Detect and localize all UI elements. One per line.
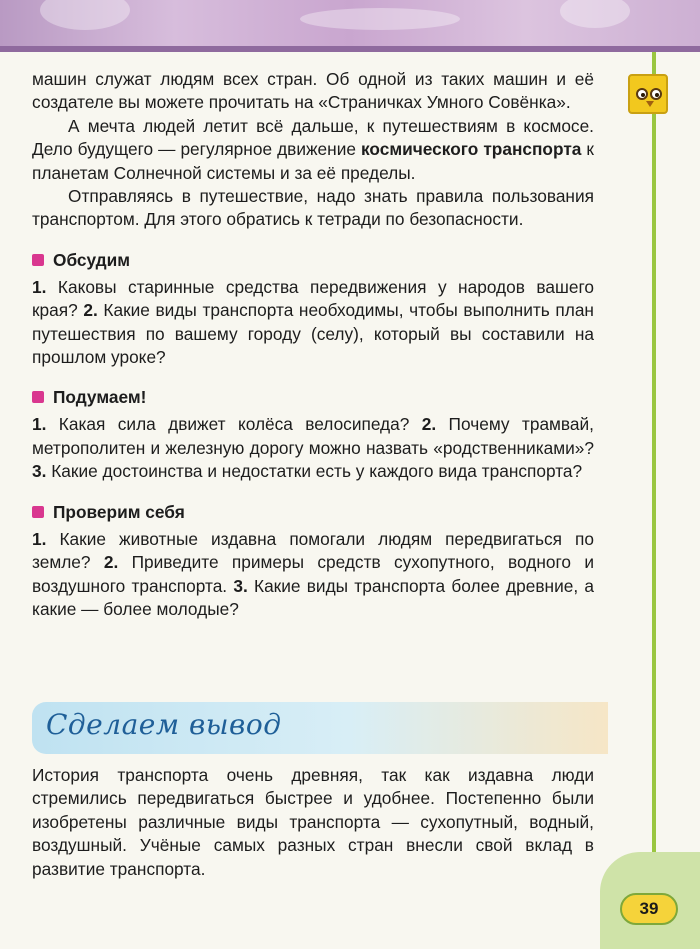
discuss-heading xyxy=(32,248,594,272)
question-number: 1. xyxy=(32,414,47,435)
discuss-heading-label: Обсудим xyxy=(53,249,131,270)
owl-icon xyxy=(628,74,668,114)
square-bullet-icon xyxy=(32,254,44,266)
check-questions xyxy=(32,528,594,622)
owl-eye xyxy=(636,88,648,100)
owl-eye xyxy=(650,88,662,100)
question-number: 3. xyxy=(233,575,248,596)
question-text: Какие достоинства и недостатки есть у каждого вида транспорта? xyxy=(46,461,583,482)
think-questions xyxy=(32,413,594,483)
conclusion-banner xyxy=(32,702,608,754)
check-heading xyxy=(32,500,594,524)
question-number: 2. xyxy=(103,552,119,573)
question-number: 1. xyxy=(32,276,47,297)
banner-decoration xyxy=(560,0,630,28)
banner-decoration xyxy=(300,8,460,30)
main-text xyxy=(32,68,594,621)
page-number: 39 xyxy=(620,893,678,925)
question-text: Какие животные издавна помогали людям передвигаться по земле? xyxy=(32,528,594,573)
square-bullet-icon xyxy=(32,506,44,518)
banner-decoration xyxy=(40,0,130,30)
question-text: Каковы старинные средства передвижения у народов вашего края? xyxy=(32,276,594,321)
right-rail xyxy=(652,52,656,852)
check-heading-label: Проверим себя xyxy=(53,501,185,522)
top-banner xyxy=(0,0,700,52)
question-number: 2. xyxy=(421,414,437,435)
question-number: 1. xyxy=(32,528,47,549)
owl-beak xyxy=(646,101,654,107)
paragraph-2-bold: космического транспорта xyxy=(361,139,582,160)
conclusion-title: Сделаем вывод xyxy=(46,708,282,741)
question-text: Приведите примеры средств сухопутного, водного и воздушного транспорта. xyxy=(32,552,595,596)
discuss-questions xyxy=(32,276,594,370)
question-text: Какие виды транспорта более древние, а какие — более молодые? xyxy=(32,575,594,619)
square-bullet-icon xyxy=(32,391,44,403)
paragraph-3: Отправляясь в путешествие, надо знать правила пользования транспортом. Для этого обратись к тетради по безопасности. xyxy=(32,186,594,230)
conclusion-text-block xyxy=(32,764,594,881)
conclusion-text: История транспорта очень древняя, так как издавна люди стремились передвигаться быстрее и удобнее. Постепенно были изобретены различные виды транспорта — сухопутный, водный, воздушный. Учёные самых разных стран внесли свой вклад в развитие транспорта. xyxy=(32,765,594,879)
question-text: Какая сила движет колёса велосипеда? xyxy=(46,414,422,435)
banner-stripe xyxy=(0,46,700,52)
paragraph-2-text: А мечта людей летит всё дальше, к путешествиям в космосе. Дело будущего — регулярное движение xyxy=(32,115,594,160)
paragraph-2-text-end: к планетам Солнечной системы и за её пределы. xyxy=(32,139,594,183)
question-number: 3. xyxy=(32,461,47,482)
question-text: Какие виды транспорта необходимы, чтобы выполнить план путешествия по вашему городу (селу), который вы составили на прошлом уроке? xyxy=(32,300,594,368)
question-number: 2. xyxy=(83,300,98,321)
think-heading-label: Подумаем! xyxy=(53,387,147,408)
paragraph-2 xyxy=(32,115,594,185)
think-heading xyxy=(32,385,594,409)
question-text: Почему трамвай, метрополитен и железную дорогу можно назвать «родственниками»? xyxy=(32,414,594,458)
paragraph-1: машин служат людям всех стран. Об одной из таких машин и её создателе вы можете прочитать на «Страничках Умного Совёнка». xyxy=(32,69,594,113)
